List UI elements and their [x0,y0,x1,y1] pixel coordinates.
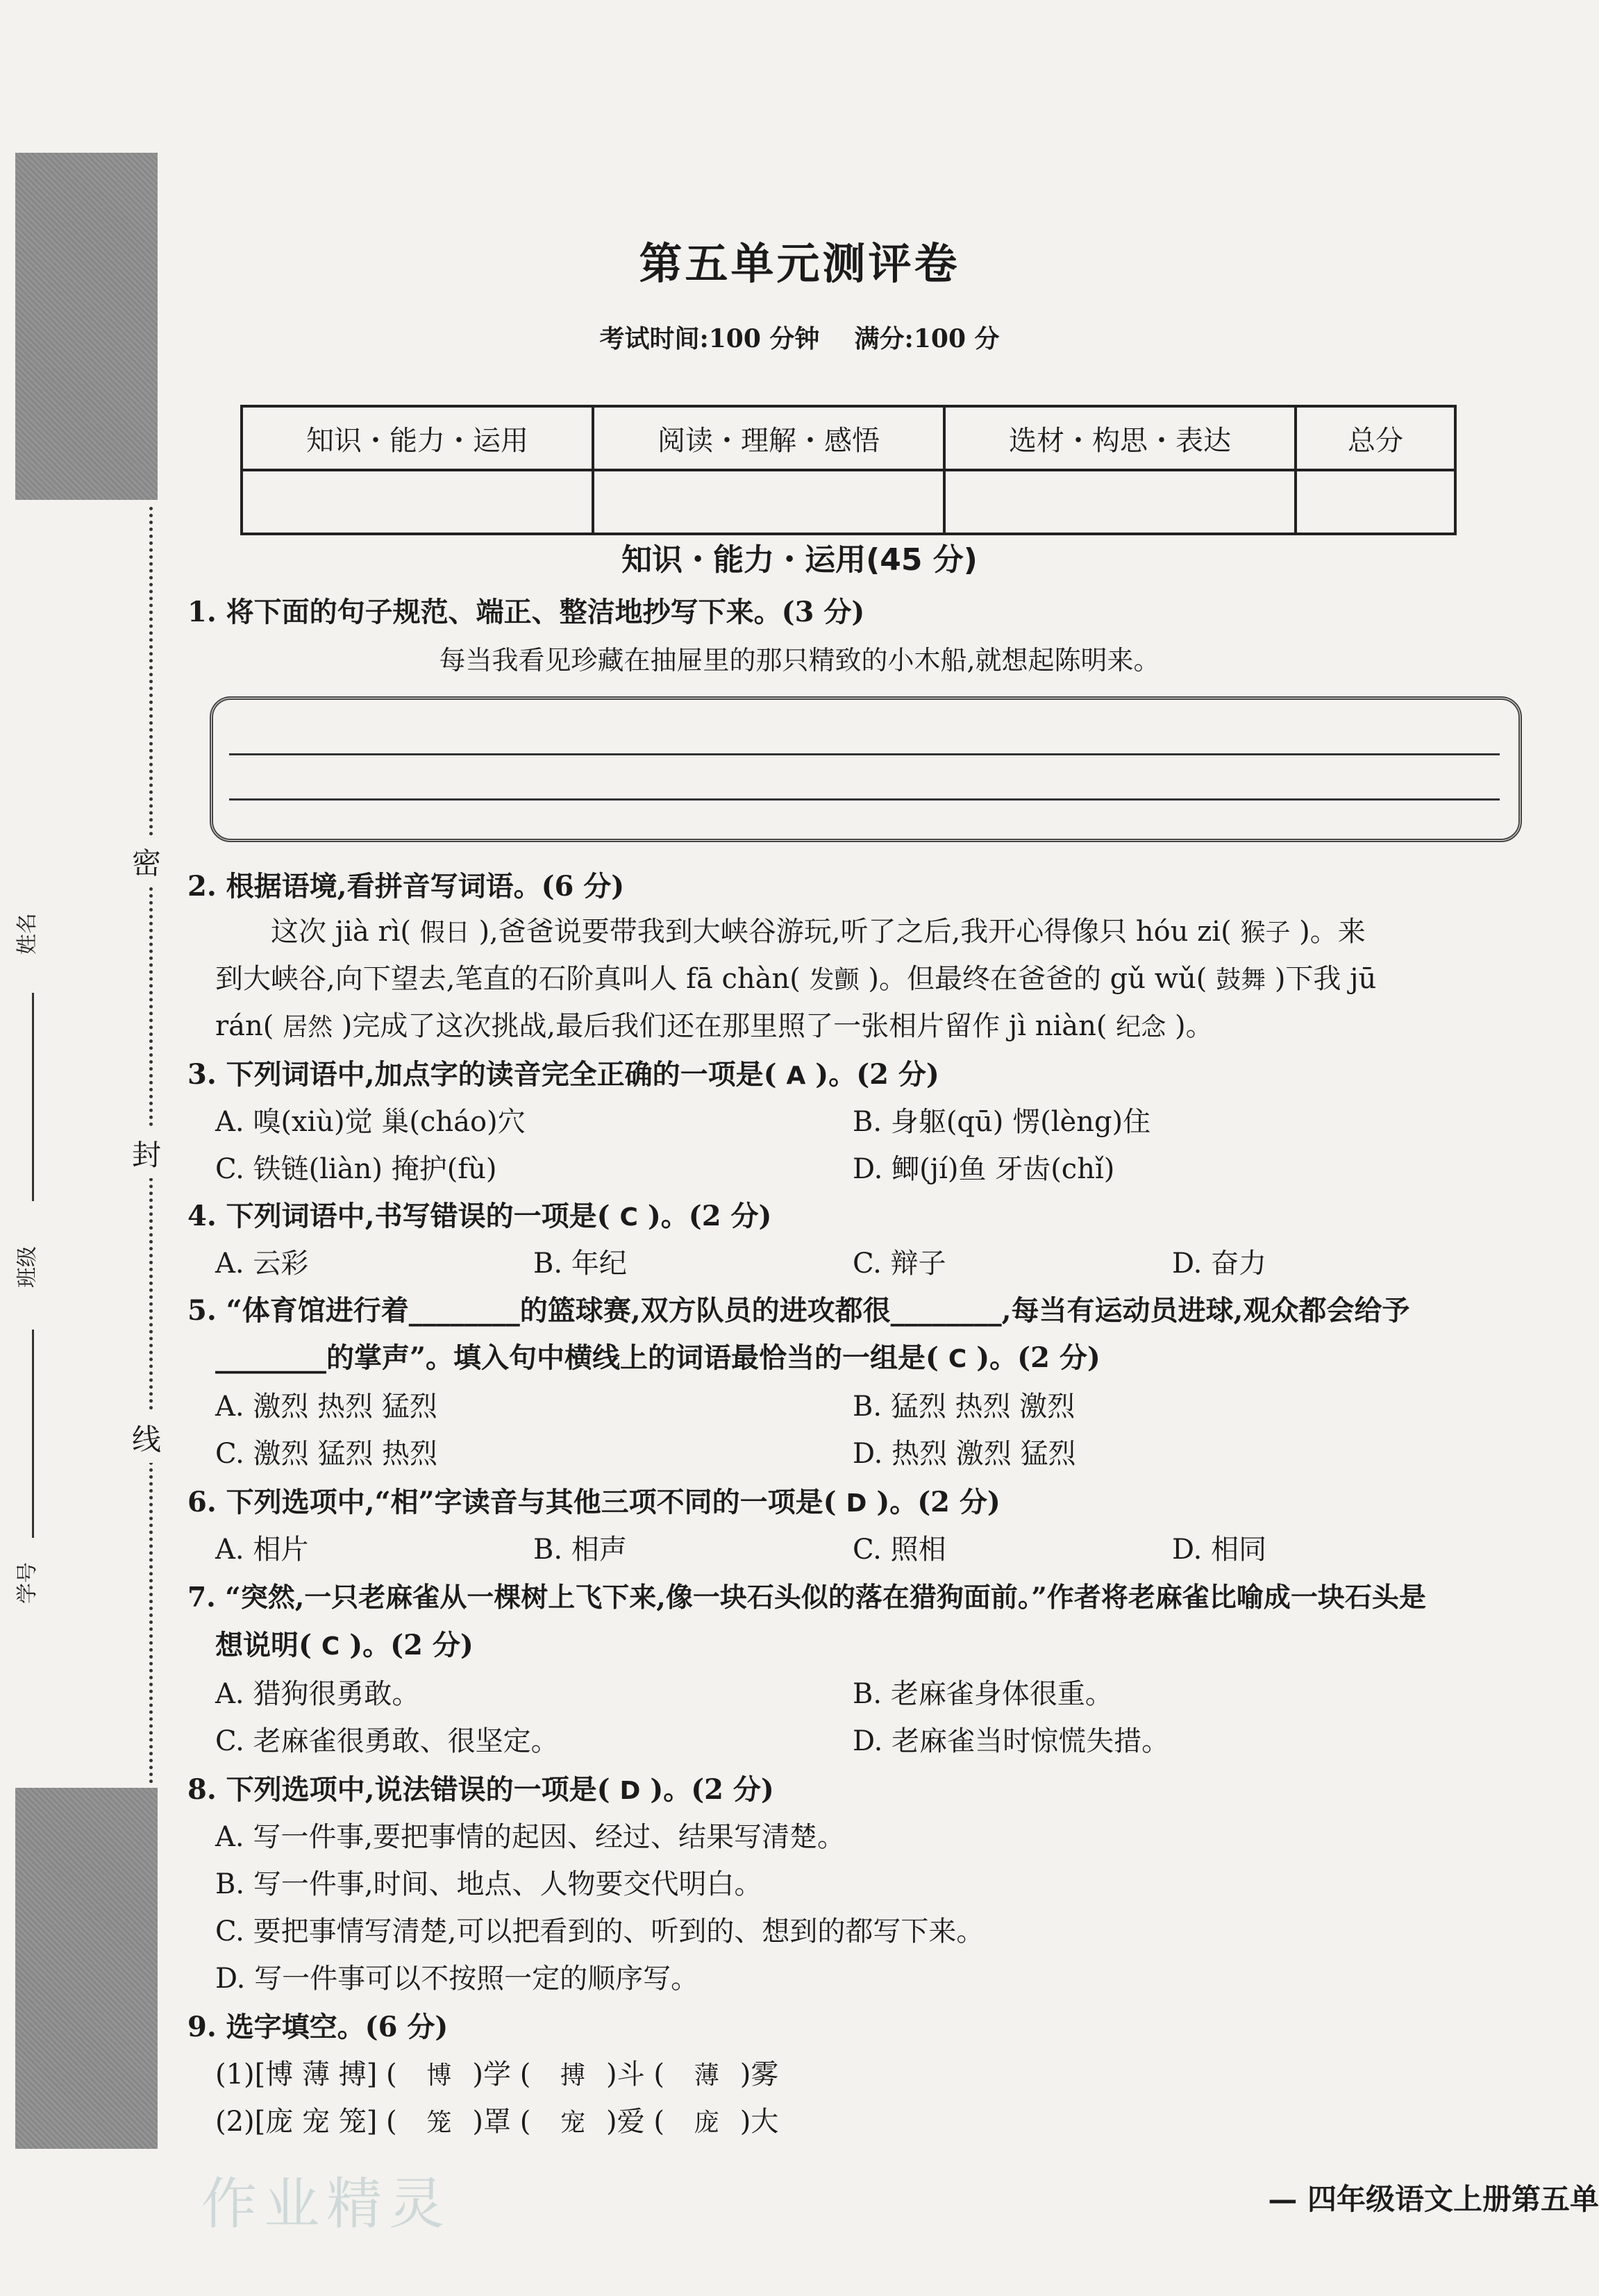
binding-band-bottom [15,1788,158,2149]
q6-option-b[interactable]: B. 相声 [533,1534,627,1566]
q8-stem-b: )。(2 分) [650,1773,774,1806]
q5-line-1: 5. “体育馆进行着________的篮球赛,双方队员的进攻都很________,每当有运动员进球,观众都会给予 [187,1294,1410,1327]
score-header-reading: 阅读・理解・感悟 [593,406,944,470]
q4-stem-a: 4. 下列词语中,书写错误的一项是( [187,1200,610,1232]
q7-line2-a: 想说明( [215,1629,312,1661]
score-header-knowledge: 知识・能力・运用 [242,406,593,470]
side-label-class: 班级 [15,1246,40,1288]
section-heading: 知识・能力・运用(45 分) [621,542,978,578]
score-cell-writing[interactable] [944,470,1296,534]
q8-stem [187,1768,774,1807]
q2-line3-a: rán( [215,1010,274,1042]
score-cell-knowledge[interactable] [242,470,593,534]
q3-stem-b: )。(2 分) [815,1058,939,1091]
q7-option-a[interactable]: A. 猎狗很勇敢。 [215,1678,420,1710]
q2-answer-4[interactable]: 鼓舞 [1216,966,1266,994]
q3-answer[interactable]: A [786,1062,806,1090]
q8-answer[interactable]: D [619,1777,641,1805]
score-table [240,405,1457,535]
q4-option-d[interactable]: D. 奋力 [1172,1248,1267,1280]
page-footer: — 四年级语文上册第五单 [1268,2182,1599,2216]
q6-option-c[interactable]: C. 照相 [853,1534,946,1566]
q2-line2-a: 到大峡谷,向下望去,笔直的石阶真叫人 fā chàn( [215,963,801,995]
name-rule [32,993,34,1201]
q9-row2-text-3: )大 [739,2106,779,2138]
q3-stem-a: 3. 下列词语中,加点字的读音完全正确的一项是( [187,1058,777,1091]
q2-line1-c: )。来 [1299,916,1366,948]
binding-char-feng: 封 [132,1128,161,1178]
q6-answer[interactable]: D [846,1489,867,1518]
q3-option-d[interactable]: D. 鲫(jí)鱼 牙齿(chǐ) [853,1153,1115,1185]
q9-row2-text-1: )罩 [472,2106,511,2138]
q9-row2-label: (2)[庞 宠 笼] [215,2106,378,2138]
q7-option-d[interactable]: D. 老麻雀当时惊慌失措。 [853,1725,1170,1757]
score-header-writing: 选材・构思・表达 [944,406,1296,470]
q4-option-b[interactable]: B. 年纪 [533,1248,627,1280]
watermark: 作业精灵 [201,2172,451,2236]
q1-sentence: 每当我看见珍藏在抽屉里的那只精致的小木船,就想起陈明来。 [439,645,1160,676]
q5-option-b[interactable]: B. 猛烈 热烈 激烈 [853,1391,1075,1423]
q8-option-b[interactable]: B. 写一件事,时间、地点、人物要交代明白。 [215,1868,762,1900]
q7-line2-b: )。(2 分) [349,1629,474,1661]
q5-answer[interactable]: C [948,1345,967,1373]
q3-option-c[interactable]: C. 铁链(liàn) 掩护(fù) [215,1153,497,1185]
q2-line3-b: )完成了这次挑战,最后我们还在那里照了一张相片留作 jì niàn( [341,1010,1107,1042]
q2-answer-5[interactable]: 居然 [283,1013,333,1041]
q2-line-1 [271,910,1366,949]
side-label-number: 学号 [15,1562,40,1604]
q1-stem: 1. 将下面的句子规范、端正、整洁地抄写下来。(3 分) [187,596,865,628]
q4-option-c[interactable]: C. 辩子 [853,1248,946,1280]
q6-option-d[interactable]: D. 相同 [1172,1534,1267,1566]
q9-row-2: (2)[庞 宠 笼] ( 笼 )罩 ( 宠 )爱 ( 庞 )大 [215,2106,779,2138]
q8-option-d[interactable]: D. 写一件事可以不按照一定的顺序写。 [215,1963,699,1995]
page-title: 第五单元测评卷 [639,238,960,289]
q6-stem-a: 6. 下列选项中,“相”字读音与其他三项不同的一项是( [187,1486,837,1518]
q5-option-d[interactable]: D. 热烈 激烈 猛烈 [853,1438,1076,1470]
q9-row1-text-2: )斗 [606,2059,645,2090]
q9-row1-answer-1[interactable]: 博 [426,2061,452,2090]
q4-stem-b: )。(2 分) [647,1200,772,1232]
q3-option-a[interactable]: A. 嗅(xiù)觉 巢(cháo)穴 [215,1106,526,1138]
copy-box [210,696,1522,842]
q9-row2-answer-1[interactable]: 笼 [426,2109,452,2137]
q2-line1-b: ),爸爸说要带我到大峡谷游玩,听了之后,我开心得像只 hóu zi( [478,916,1232,948]
q2-line-2 [215,957,1376,996]
q4-answer[interactable]: C [619,1203,638,1232]
binding-char-mi: 密 [132,837,161,887]
q9-row-1: (1)[博 薄 搏] ( 博 )学 ( 搏 )斗 ( 薄 )雾 [215,2059,779,2090]
q5-line-2 [215,1336,1100,1375]
side-label-name: 姓名 [15,913,40,955]
q2-line2-c: )下我 jū [1274,963,1377,995]
q2-answer-2[interactable]: 猴子 [1240,919,1291,947]
q4-option-a[interactable]: A. 云彩 [215,1248,309,1280]
q6-stem-b: )。(2 分) [876,1486,1001,1518]
class-rule [32,1330,34,1538]
q2-line1-a: 这次 jià rì( [271,916,411,948]
q9-row2-answer-3[interactable]: 庞 [694,2109,719,2137]
q7-option-c[interactable]: C. 老麻雀很勇敢、很坚定。 [215,1725,559,1757]
q7-line-2 [215,1623,474,1663]
q4-stem [187,1194,771,1234]
q7-line-1: 7. “突然,一只老麻雀从一棵树上飞下来,像一块石头似的落在猎狗面前。”作者将老麻雀比喻成一块石头是 [187,1582,1426,1614]
q2-answer-3[interactable]: 发颤 [809,966,860,994]
q3-option-b[interactable]: B. 身躯(qū) 愣(lèng)住 [853,1106,1151,1138]
q2-answer-1[interactable]: 假日 [419,919,470,947]
q7-answer[interactable]: C [321,1632,340,1661]
score-cell-total[interactable] [1296,470,1455,534]
score-cell-reading[interactable] [593,470,944,534]
q8-option-a[interactable]: A. 写一件事,要把事情的起因、经过、结果写清楚。 [215,1821,846,1853]
q2-line-3 [215,1004,1214,1044]
q9-row1-label: (1)[博 薄 搏] [215,2059,378,2090]
q9-stem: 9. 选字填空。(6 分) [187,2011,449,2043]
q5-line2-a: ________的掌声”。填入句中横线上的词语最恰当的一组是( [215,1341,939,1374]
q3-stem [187,1053,939,1092]
score-header-total: 总分 [1296,406,1455,470]
q5-option-a[interactable]: A. 激烈 热烈 猛烈 [215,1391,437,1423]
exam-info: 考试时间:100 分钟 满分:100 分 [599,324,1000,353]
q9-row2-text-2: )爱 [606,2106,645,2138]
q8-stem-a: 8. 下列选项中,说法错误的一项是( [187,1773,610,1806]
q9-row1-answer-3[interactable]: 薄 [694,2061,719,2090]
copy-line-1[interactable] [229,753,1500,755]
q9-row2-answer-2[interactable]: 宠 [560,2109,586,2137]
q6-option-a[interactable]: A. 相片 [215,1534,309,1566]
q2-line3-c: )。 [1174,1010,1214,1042]
q9-row1-text-3: )雾 [739,2059,779,2090]
q2-line2-b: )。但最终在爸爸的 gǔ wǔ( [868,963,1207,995]
q9-row1-text-1: )学 [472,2059,511,2090]
q5-option-c[interactable]: C. 激烈 猛烈 热烈 [215,1438,438,1470]
q6-stem [187,1480,1001,1520]
q2-answer-6[interactable]: 纪念 [1116,1013,1166,1041]
q5-line2-b: )。(2 分) [976,1341,1100,1374]
binding-char-xian: 线 [132,1413,161,1463]
q9-row1-answer-2[interactable]: 搏 [560,2061,586,2090]
q2-stem: 2. 根据语境,看拼音写词语。(6 分) [187,870,625,903]
q8-option-c[interactable]: C. 要把事情写清楚,可以把看到的、听到的、想到的都写下来。 [215,1916,985,1947]
q7-option-b[interactable]: B. 老麻雀身体很重。 [853,1678,1113,1710]
copy-line-2[interactable] [229,798,1500,801]
